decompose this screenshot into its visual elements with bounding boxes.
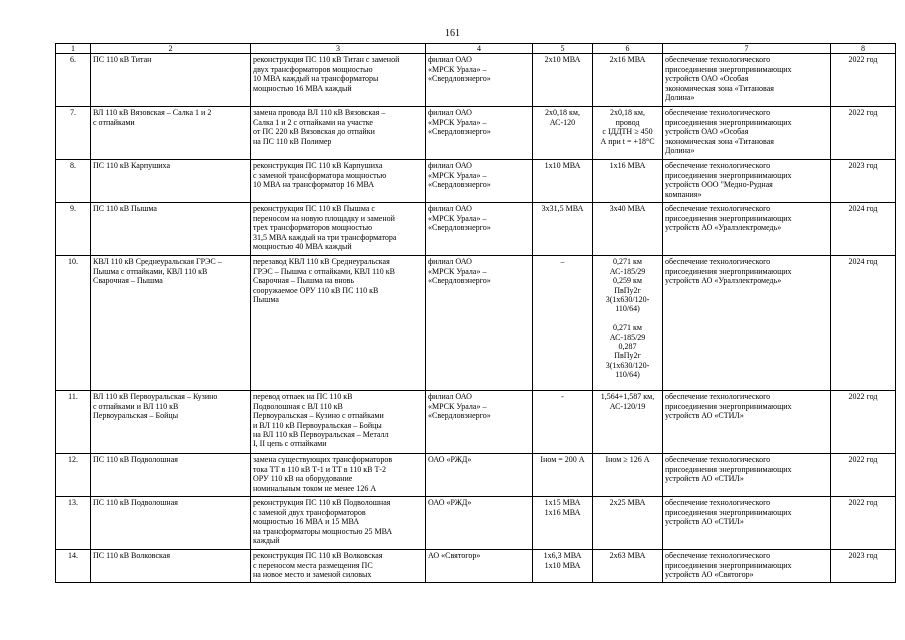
work-description: реконструкция ПС 110 кВ Карпушиха с заменой трансформатора мощностью 10 МВА на трансформатор 16 МВА (251, 160, 426, 203)
column-number-row (56, 44, 896, 54)
page-number: 161 (445, 28, 460, 39)
project-purpose: обеспечение технологического присоединения энергопринимающих устройств АО «СТИЛ» (663, 391, 831, 454)
project-purpose: обеспечение технологического присоединения энергопринимающих устройств АО «СТИЛ» (663, 454, 831, 497)
row-number: 8. (56, 160, 91, 203)
work-description: замена провода ВЛ 110 кВ Вязовская – Салка 1 и 2 с отпайками на участке от ПС 220 кВ Вязовская до отпайки на ПС 110 кВ Полимер (251, 107, 426, 160)
object-name: ВЛ 110 кВ Первоуральская – Кузино с отпайками и ВЛ 110 кВ Первоуральская – Бойцы (91, 391, 251, 454)
responsible-organization: АО «Святогор» (426, 550, 533, 583)
responsible-organization: филиал ОАО «МРСК Урала» – «Свердловэнерго» (426, 256, 533, 391)
investment-projects-table (55, 43, 896, 583)
object-name: ПС 110 кВ Пышма (91, 203, 251, 256)
responsible-organization: ОАО «РЖД» (426, 497, 533, 550)
object-name: ПС 110 кВ Волковская (91, 550, 251, 583)
project-purpose: обеспечение технологического присоединения энергопринимающих устройств АО «Уралэлектромедь» (663, 203, 831, 256)
table-row (56, 256, 896, 391)
responsible-organization: ОАО «РЖД» (426, 454, 533, 497)
project-purpose: обеспечение технологического присоединения энергопринимающих устройств АО «Святогор» (663, 550, 831, 583)
table-row (56, 160, 896, 203)
column-number: 8 (831, 44, 896, 54)
column-number: 3 (251, 44, 426, 54)
parameters-before: 1x6,3 МВА 1x10 МВА (533, 550, 593, 583)
completion-year: 2022 год (831, 107, 896, 160)
row-number: 10. (56, 256, 91, 391)
object-name: ПС 110 кВ Подволошная (91, 454, 251, 497)
work-description: замена существующих трансформаторов тока ТТ в 110 кВ Т-1 и ТТ в 110 кВ Т-2 ОРУ 110 кВ на оборудование номинальным током не менее 126 А (251, 454, 426, 497)
responsible-organization: филиал ОАО «МРСК Урала» – «Свердловэнерго» (426, 203, 533, 256)
object-name: ПС 110 кВ Титан (91, 54, 251, 107)
parameters-after: 0,271 км АС-185/29 0,259 км ПвПу2г 3(1x630/120- 110/64) 0,271 км АС-185/29 0,287 ПвПу2г 3(1x630/120- 110/64) (593, 256, 663, 391)
object-name: ПС 110 кВ Карпушиха (91, 160, 251, 203)
column-number: 4 (426, 44, 533, 54)
parameters-after: Iном ≥ 126 А (593, 454, 663, 497)
row-number: 12. (56, 454, 91, 497)
parameters-before: 1x10 МВА (533, 160, 593, 203)
parameters-after: 2x16 МВА (593, 54, 663, 107)
row-number: 14. (56, 550, 91, 583)
responsible-organization: филиал ОАО «МРСК Урала» – «Свердловэнерго» (426, 107, 533, 160)
project-purpose: обеспечение технологического присоединения энергопринимающих устройств ООО "Медно-Рудная компания» (663, 160, 831, 203)
column-number: 5 (533, 44, 593, 54)
table-row (56, 497, 896, 550)
completion-year: 2022 год (831, 497, 896, 550)
parameters-before: 1x15 МВА 1x16 МВА (533, 497, 593, 550)
column-number: 6 (593, 44, 663, 54)
parameters-after: 1x16 МВА (593, 160, 663, 203)
object-name: КВЛ 110 кВ Среднеуральская ГРЭС – Пышма с отпайками, КВЛ 110 кВ Сварочная – Пышма (91, 256, 251, 391)
work-description: реконструкция ПС 110 кВ Пышма с переносом на новую площадку и заменой трех трансформаторов мощностью 31,5 МВА каждый на три трансформатора мощностью 40 МВА каждый (251, 203, 426, 256)
parameters-before: – (533, 256, 593, 391)
table-row (56, 454, 896, 497)
project-purpose: обеспечение технологического присоединения энергопринимающих устройств ОАО «Особая экономическая зона «Титановая Долина» (663, 107, 831, 160)
completion-year: 2023 год (831, 550, 896, 583)
parameters-before: - (533, 391, 593, 454)
parameters-after: 2x63 МВА (593, 550, 663, 583)
work-description: перевод отпаек на ПС 110 кВ Подволошная с ВЛ 110 кВ Первоуральская – Кузино с отпайками и ВЛ 110 кВ Первоуральская – Бойцы на ВЛ 110 кВ Первоуральская – Металл I, II цепь с отпайками (251, 391, 426, 454)
project-purpose: обеспечение технологического присоединения энергопринимающих устройств АО «СТИЛ» (663, 497, 831, 550)
project-purpose: обеспечение технологического присоединения энергопринимающих устройств АО «Уралэлектромедь» (663, 256, 831, 391)
object-name: ВЛ 110 кВ Вязовская – Салка 1 и 2 с отпайками (91, 107, 251, 160)
column-number: 2 (91, 44, 251, 54)
work-description: реконструкция ПС 110 кВ Подволошная с заменой двух трансформаторов мощностью 16 МВА и 15 МВА на трансформаторы мощностью 25 МВА каждый (251, 497, 426, 550)
completion-year: 2022 год (831, 54, 896, 107)
table-row (56, 54, 896, 107)
table-row (56, 107, 896, 160)
row-number: 6. (56, 54, 91, 107)
completion-year: 2022 год (831, 454, 896, 497)
completion-year: 2023 год (831, 160, 896, 203)
column-number: 7 (663, 44, 831, 54)
parameters-before: 2x10 МВА (533, 54, 593, 107)
parameters-before: Iном = 200 А (533, 454, 593, 497)
parameters-before: 2x0,18 км, АС-120 (533, 107, 593, 160)
parameters-after: 1,564+1,587 км, АС-120/19 (593, 391, 663, 454)
row-number: 11. (56, 391, 91, 454)
work-description: перезавод КВЛ 110 кВ Среднеуральская ГРЭС – Пышма с отпайками, КВЛ 110 кВ Сварочная – Пышма на вновь сооружаемое ОРУ 110 кВ ПС 110 кВ Пышма (251, 256, 426, 391)
parameters-after: 3x40 МВА (593, 203, 663, 256)
table-row (56, 550, 896, 583)
responsible-organization: филиал ОАО «МРСК Урала» – «Свердловэнерго» (426, 391, 533, 454)
completion-year: 2024 год (831, 256, 896, 391)
row-number: 9. (56, 203, 91, 256)
row-number: 7. (56, 107, 91, 160)
responsible-organization: филиал ОАО «МРСК Урала» – «Свердловэнерго» (426, 54, 533, 107)
work-description: реконструкция ПС 110 кВ Волковская с переносом места размещения ПС на новое место и заменой силовых (251, 550, 426, 583)
work-description: реконструкция ПС 110 кВ Титан с заменой двух трансформаторов мощностью 10 МВА каждый на трансформаторы мощностью 16 МВА каждый (251, 54, 426, 107)
completion-year: 2022 год (831, 391, 896, 454)
parameters-after: 2x0,18 км, провод с IДДТН ≥ 450 А при t = +18°С (593, 107, 663, 160)
completion-year: 2024 год (831, 203, 896, 256)
responsible-organization: филиал ОАО «МРСК Урала» – «Свердловэнерго» (426, 160, 533, 203)
project-purpose: обеспечение технологического присоединения энергопринимающих устройств ОАО «Особая экономическая зона «Титановая Долина» (663, 54, 831, 107)
parameters-before: 3x31,5 МВА (533, 203, 593, 256)
object-name: ПС 110 кВ Подволошная (91, 497, 251, 550)
table-row (56, 391, 896, 454)
row-number: 13. (56, 497, 91, 550)
parameters-after: 2x25 МВА (593, 497, 663, 550)
column-number: 1 (56, 44, 91, 54)
table-row (56, 203, 896, 256)
